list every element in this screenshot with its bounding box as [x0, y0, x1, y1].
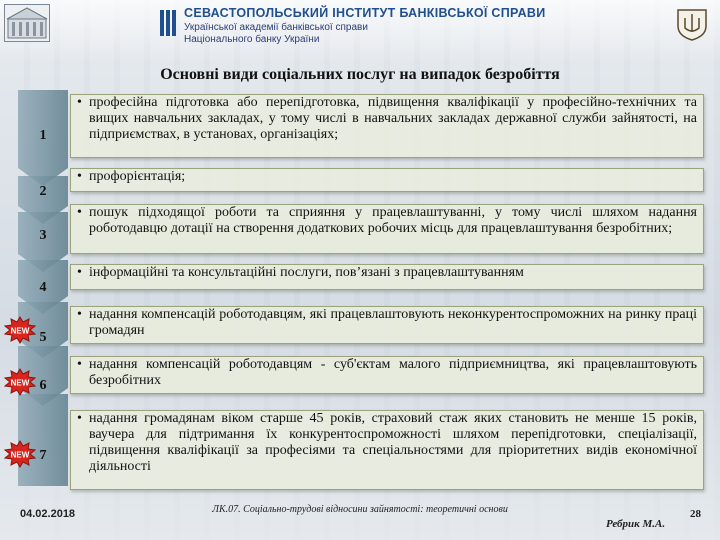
bullet: •: [77, 169, 82, 184]
svg-text:NEW: NEW: [10, 450, 30, 460]
slide-title: Основні види соціальних послуг на випадок безробіття: [160, 66, 560, 83]
service-text-6: надання компенсацій роботодавцям - суб'єктам малого підприємництва, які працевлаштовують безробітних: [89, 357, 697, 388]
item-number-3: 3: [39, 228, 47, 243]
item-number-1: 1: [39, 128, 47, 143]
bullet: •: [77, 95, 82, 110]
bullet: •: [77, 411, 82, 426]
service-item-7: [70, 410, 704, 490]
bank-emblem-logo: [672, 4, 712, 42]
institute-building-logo: [4, 4, 50, 42]
header-banner: [0, 0, 720, 48]
footer-date: 04.02.2018: [20, 508, 76, 520]
service-item-2: [70, 168, 704, 192]
service-item-1: [70, 94, 704, 158]
new-badge-icon: [4, 368, 36, 396]
footer-course-title: ЛК.07. Соціально-трудові відносини зайнятості: теоретичні основи: [212, 504, 508, 515]
institution-subtitle-2: Національного банку України: [184, 34, 320, 45]
service-text-5: надання компенсацій роботодавцям, які працевлаштовують неконкурентоспроможних на ринку праці громадян: [89, 307, 697, 338]
item-number-4: 4: [39, 280, 47, 295]
service-item-4: [70, 264, 704, 290]
item-number-2: 2: [39, 184, 47, 199]
service-text-3: пошук підходящої роботи та сприяння у працевлаштуванні, у тому числі шляхом надання роботодавцю дотації на створення додаткових робочих місць для працевлаштування безробітних;: [89, 205, 697, 236]
new-badge-icon: [4, 316, 36, 344]
institution-subtitle-1: Української академії банківської справи: [184, 22, 368, 33]
item-number-6: 6: [39, 378, 47, 393]
service-item-6: [70, 356, 704, 394]
svg-text:NEW: NEW: [10, 378, 30, 388]
item-number-5: 5: [39, 330, 47, 345]
institution-name: СЕВАСТОПОЛЬСЬКИЙ ІНСТИТУТ БАНКІВСЬКОЇ СПРАВИ: [184, 6, 546, 20]
service-item-3: [70, 204, 704, 254]
service-text-4: інформаційні та консультаційні послуги, пов’язані з працевлаштуванням: [89, 265, 524, 280]
footer-author: Ребрик М.А.: [606, 518, 666, 530]
bullet: •: [77, 205, 82, 220]
institute-mark-icon: [160, 8, 178, 38]
service-text-1: професійна підготовка або перепідготовка, підвищення кваліфікації у професійно-технічних та вищих навчальних закладах, у тому числі в навчальних закладах державної служби зайнятості, на підприємствах, в установах, організаціях;: [89, 95, 697, 142]
bullet: •: [77, 307, 82, 322]
service-item-5: [70, 306, 704, 344]
svg-text:NEW: NEW: [10, 326, 30, 336]
footer-page-number: 28: [690, 508, 701, 520]
service-text-7: надання громадянам віком старше 45 років, страховий стаж яких становить не менше 15 років, ваучера для підтримання їх конкурентоспроможності шляхом перепідготовки, спеціалізації, підвищення кваліфікації за професіями та спеціальностями для пріоритетних видів економічної діяльності: [89, 411, 697, 474]
new-badge-icon: [4, 440, 36, 468]
item-number-7: 7: [39, 448, 47, 463]
bullet: •: [77, 357, 82, 372]
service-text-2: профорієнтація;: [89, 169, 186, 184]
bullet: •: [77, 265, 82, 280]
